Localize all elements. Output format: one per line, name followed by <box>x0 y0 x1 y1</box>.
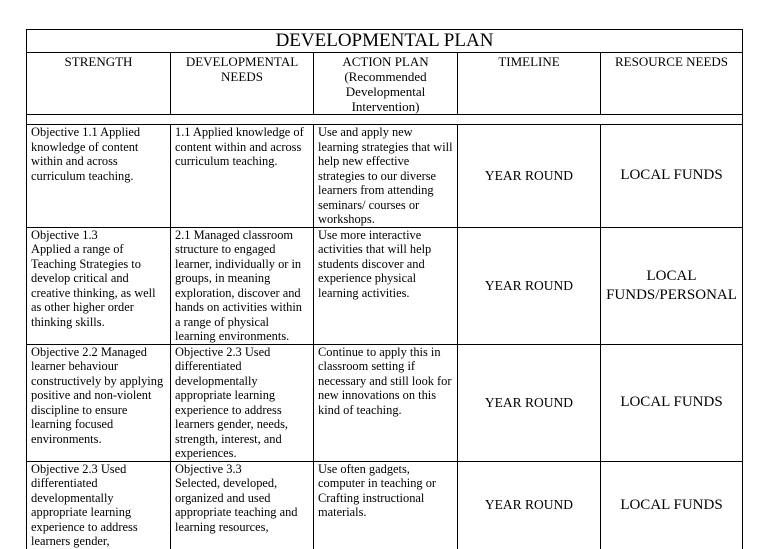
header-developmental-needs: DEVELOPMENTAL NEEDS <box>171 53 314 115</box>
developmental-plan-table <box>26 29 743 549</box>
table-row <box>27 344 743 461</box>
action-cell: Use more interactive activities that will help students discover and experience physical learning activities. <box>314 227 458 344</box>
spacer-row <box>27 115 743 125</box>
table-row <box>27 461 743 549</box>
strength-cell: Objective 1.3 Applied a range of Teaching Strategies to develop critical and creative thinking, as well as other higher order thinking skills. <box>27 227 171 344</box>
needs-cell: Objective 3.3 Selected, developed, organized and used appropriate teaching and learning resources, <box>171 461 314 549</box>
resource-cell: LOCAL FUNDS/PERSONAL <box>601 227 743 344</box>
spacer-cell <box>27 115 743 125</box>
page-title: DEVELOPMENTAL PLAN <box>27 30 743 53</box>
timeline-cell: YEAR ROUND <box>458 344 601 461</box>
timeline-cell: YEAR ROUND <box>458 227 601 344</box>
header-timeline: TIMELINE <box>458 53 601 115</box>
needs-cell: Objective 2.3 Used differentiated developmentally appropriate learning experience to address learners gender, needs, strength, interest, and experiences. <box>171 344 314 461</box>
strength-cell: Objective 2.3 Used differentiated developmentally appropriate learning experience to address learners gender, <box>27 461 171 549</box>
strength-cell: Objective 1.1 Applied knowledge of content within and across curriculum teaching. <box>27 125 171 228</box>
header-action-plan: ACTION PLAN (Recommended Developmental Intervention) <box>314 53 458 115</box>
timeline-cell: YEAR ROUND <box>458 461 601 549</box>
header-strength: STRENGTH <box>27 53 171 115</box>
strength-cell: Objective 2.2 Managed learner behaviour constructively by applying positive and non-violent discipline to ensure learning focused environments. <box>27 344 171 461</box>
action-cell: Use often gadgets, computer in teaching or Crafting instructional materials. <box>314 461 458 549</box>
needs-cell: 2.1 Managed classroom structure to engaged learner, individually or in groups, in meaning exploration, discover and hands on activities within a range of physical learning environments. <box>171 227 314 344</box>
resource-cell: LOCAL FUNDS <box>601 344 743 461</box>
table-row <box>27 125 743 228</box>
action-cell: Continue to apply this in classroom setting if necessary and still look for new innovations on this kind of teaching. <box>314 344 458 461</box>
table-row <box>27 227 743 344</box>
timeline-cell: YEAR ROUND <box>458 125 601 228</box>
resource-cell: LOCAL FUNDS <box>601 125 743 228</box>
resource-cell: LOCAL FUNDS <box>601 461 743 549</box>
header-resource-needs: RESOURCE NEEDS <box>601 53 743 115</box>
needs-cell: 1.1 Applied knowledge of content within and across curriculum teaching. <box>171 125 314 228</box>
action-cell: Use and apply new learning strategies that will help new effective strategies to our diverse learners from attending seminars/ courses or workshops. <box>314 125 458 228</box>
